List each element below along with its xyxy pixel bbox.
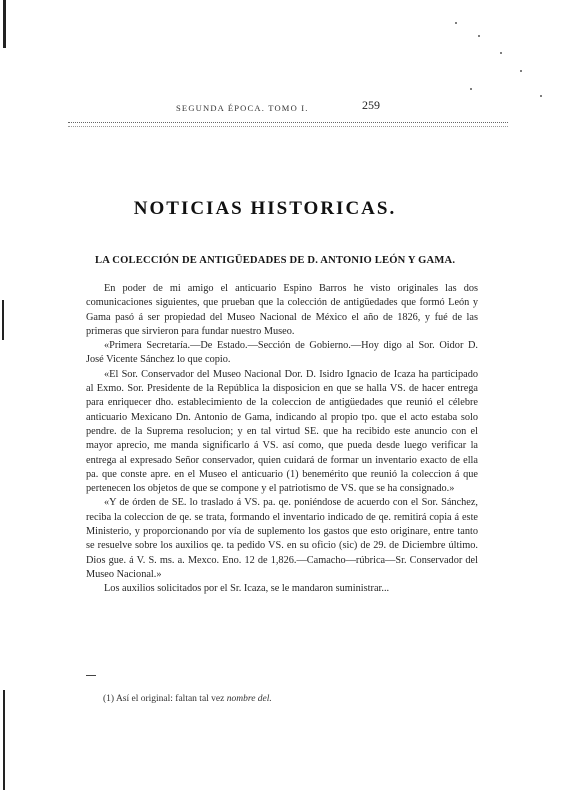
scan-edge-mark [3,690,5,790]
scan-edge-mark [2,300,4,340]
section-title: NOTICIAS HISTORICAS. [133,198,397,219]
footnote-marker: (1) [103,694,115,704]
scan-speck [478,35,480,37]
scan-speck [455,22,457,24]
scan-speck [520,70,522,72]
paragraph: «Primera Secretaría.—De Estado.—Sección de Gobierno.—Hoy digo al Sor. Oidor D. José Vicente Sánchez lo que copio. [86,340,478,366]
scan-speck [470,88,472,90]
page-number: 259 [362,98,380,112]
paragraph: «El Sor. Conservador del Museo Nacional Dor. D. Isidro Ignacio de Icaza ha participado al Exmo. Sor. Presidente de la República la disposicion en que se halla VS. de hacer entrega para enriquecer dho. establecimiento de la coleccion de antigüedades que reunió el célebre anticuario Mexicano Dn. Antonio de Gama, indicando al propio tpo. que el acto estaba solo pendre. de la Suprema resolucion; y en tal virtud SE. que ha recibido este anuncio con el mayor aprecio, me manda significarlo á VS. así como, que pueda desde luego verificar la entrega al expresado Señor conservador, quien cuidará de formar un inventario exacto de ella pa. que conste apre. en el Museo el anticuario (1) benemérito que reunió la coleccion á que pertenecen los objetos de que se compone y el patriotismo de VS. que se ha consignado.» [86,368,478,495]
running-head: SEGUNDA ÉPOCA. TOMO I. [176,103,309,113]
footnote-text: Así el original: faltan tal vez [115,694,225,704]
footnote [103,694,463,704]
footnote-rule [86,675,96,676]
paragraph: En poder de mi amigo el anticuario Espino Barros he visto originales las dos comunicaciones siguientes, que prueban que la colección de antigüedades que formó León y Gama pasó á ser propiedad del Museo Nacional de México el año de 1826, y fué de las primeras que sirvieron para fundar nuestro Museo. [86,283,478,337]
scan-speck [540,95,542,97]
paragraph: «Y de órden de SE. lo traslado á VS. pa. qe. poniéndose de acuerdo con el Sor. Sánchez, reciba la coleccion de qe. se trata, formando el inventario indicado de qe. remitirá copia á este Ministerio, y proporcionando por vía de suplemento los gastos que esto originare, entre tanto se resuelve sobre los auxilios qe. ta pedido VS. en su oficio (sic) de 29. de Diciembre último. Dios gue. á V. S. ms. a. Mexco. Eno. 12 de 1,826.—Camacho—rúbrica—Sr. Conservador del Museo Nacional.» [86,497,478,580]
header-rule [68,122,508,123]
footnote-emphasis: nombre del. [226,694,272,704]
scan-edge-mark [3,0,6,48]
body-text [86,282,478,597]
paragraph: Los auxilios solicitados por el Sr. Icaza, se le mandaron suministrar... [104,583,390,595]
header-rule [68,126,508,127]
article-title: LA COLECCIÓN DE ANTIGÜEDADES DE D. ANTONIO LEÓN Y GAMA. [95,254,456,266]
scan-speck [500,52,502,54]
